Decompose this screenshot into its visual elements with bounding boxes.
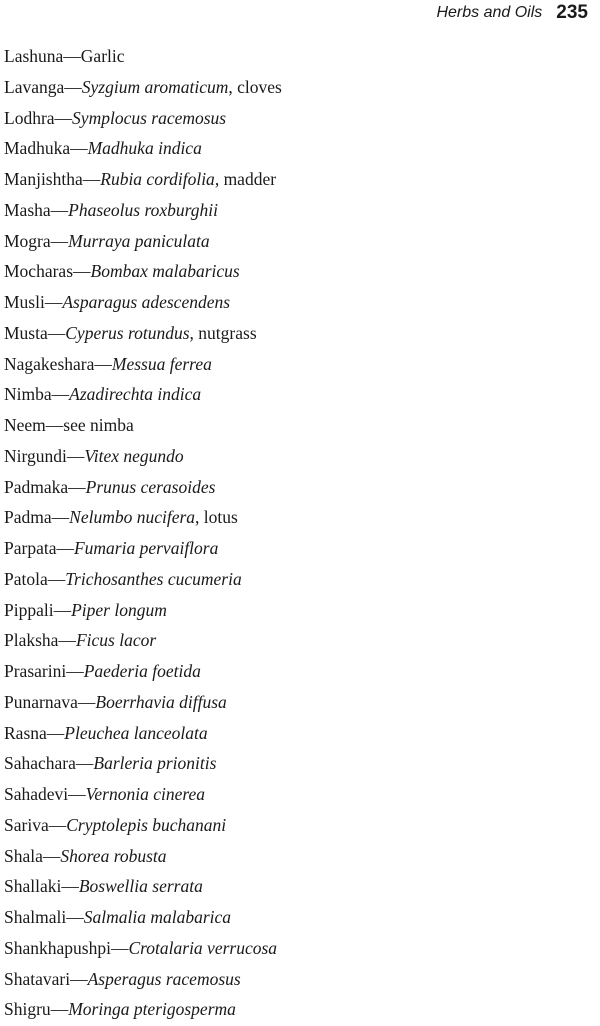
entry-dash: — — [82, 169, 101, 189]
entry-latin-name: Vitex negundo — [84, 445, 184, 466]
glossary-entry — [4, 379, 282, 410]
entry-latin-name: Nelumbo nucifera — [69, 507, 196, 528]
glossary-entry — [4, 502, 282, 533]
entry-latin-name: Shorea robusta — [60, 845, 167, 866]
entry-latin-name: Asperagus racemosus — [87, 968, 241, 989]
glossary-entry — [4, 195, 282, 226]
entry-dash: — — [42, 845, 61, 866]
entry-dash: — — [47, 322, 66, 343]
entry-common-name: Garlic — [80, 46, 125, 66]
running-header — [436, 0, 588, 26]
entry-term: Prasarini — [4, 661, 67, 681]
entry-dash: — — [46, 722, 65, 743]
entry-term: Shigru — [4, 999, 51, 1020]
entry-term: Nimba — [4, 384, 52, 405]
entry-term: Plaksha — [4, 630, 59, 651]
glossary-entry — [4, 964, 282, 995]
entry-latin-name: Syzgium aromaticum — [81, 76, 229, 97]
entry-dash: — — [75, 753, 94, 774]
glossary-entry — [4, 349, 282, 380]
glossary-entry — [4, 564, 282, 595]
entry-dash: — — [50, 999, 69, 1020]
entry-dash: — — [58, 630, 76, 651]
entry-dash: — — [56, 538, 74, 558]
entry-term: Musta — [4, 322, 48, 343]
entry-common-name: madder — [223, 169, 277, 189]
entry-dash: — — [94, 353, 112, 374]
glossary-entry — [4, 841, 282, 872]
entry-dash: — — [68, 784, 86, 804]
entry-term: Madhuka — [4, 138, 71, 159]
running-title: Herbs and Oils — [436, 4, 543, 21]
entry-latin-name: Fumaria pervaiflora — [73, 538, 219, 558]
entry-term: Manjishtha — [4, 169, 83, 189]
entry-common-name: lotus — [203, 507, 238, 528]
entry-dash: — — [45, 415, 64, 435]
glossary-entry — [4, 472, 282, 503]
entry-latin-name: Prunus cerasoides — [85, 476, 216, 497]
entry-dash: — — [64, 76, 82, 97]
glossary-entry — [4, 41, 282, 72]
entry-common-name: cloves — [237, 76, 282, 97]
entry-latin-name: Symplocus racemosus — [72, 107, 227, 128]
entry-latin-name: Messua ferrea — [111, 353, 212, 374]
glossary-entry — [4, 410, 282, 441]
page-number: 235 — [556, 2, 588, 23]
entry-dash: — — [44, 292, 63, 312]
entry-term: Sahachara — [4, 753, 76, 774]
entry-latin-name: Boerrhavia diffusa — [95, 691, 227, 712]
entry-latin-name: Cryptolepis buchanani — [66, 814, 227, 835]
glossary-entry — [4, 533, 282, 564]
glossary-entry — [4, 748, 282, 779]
entry-common-name: nutgrass — [198, 322, 257, 343]
entry-separator: , — [195, 507, 204, 528]
entry-term: Shallaki — [4, 876, 62, 897]
entry-latin-name: Pleuchea lanceolata — [64, 722, 208, 743]
entry-latin-name: Rubia cordifolia — [100, 169, 215, 189]
entry-term: Musli — [4, 292, 45, 312]
entry-term: Nirgundi — [4, 445, 67, 466]
entry-latin-name: Cyperus rotundus — [65, 322, 190, 343]
glossary-entry — [4, 779, 282, 810]
entry-term: Lavanga — [4, 76, 65, 97]
entry-dash: — — [77, 691, 96, 712]
glossary-entry — [4, 164, 282, 195]
glossary-entry — [4, 718, 282, 749]
entry-term: Sahadevi — [4, 784, 69, 804]
entry-term: Mocharas — [4, 261, 74, 282]
entry-dash: — — [51, 507, 70, 528]
entry-latin-name: Asparagus adescendens — [62, 292, 231, 312]
entry-dash: — — [53, 599, 72, 620]
glossary-entry — [4, 625, 282, 656]
glossary-entry — [4, 595, 282, 626]
entry-latin-name: Piper longum — [71, 599, 167, 620]
entry-latin-name: Salmalia malabarica — [83, 907, 232, 927]
entry-term: Punarnava — [4, 691, 78, 712]
entry-dash: — — [50, 199, 69, 220]
entry-dash: — — [51, 384, 70, 405]
glossary-entry — [4, 810, 282, 841]
entry-separator: , — [214, 169, 224, 189]
entry-dash: — — [54, 107, 73, 128]
entry-term: Mogra — [4, 230, 51, 251]
entry-term: Padma — [4, 507, 52, 528]
entry-dash: — — [110, 937, 129, 958]
glossary-entry — [4, 133, 282, 164]
glossary-entry — [4, 72, 282, 103]
entry-latin-name: Crotalaria verrucosa — [128, 937, 278, 958]
entry-term: Shankhapushpi — [4, 937, 111, 958]
entry-dash: — — [63, 46, 81, 66]
entry-term: Rasna — [4, 722, 47, 743]
entry-dash: — — [70, 968, 88, 989]
glossary-entry — [4, 287, 282, 318]
entry-dash: — — [61, 876, 79, 897]
entry-dash: — — [66, 661, 84, 681]
glossary-entry — [4, 103, 282, 134]
entry-latin-name: Murraya paniculata — [68, 230, 210, 251]
entry-term: Masha — [4, 199, 51, 220]
entry-latin-name: Phaseolus roxburghii — [68, 199, 219, 220]
entry-term: Patola — [4, 568, 48, 589]
entry-dash: — — [68, 476, 86, 497]
entry-term: Sariva — [4, 814, 49, 835]
entry-term: Shatavari — [4, 968, 71, 989]
entry-latin-name: Vernonia cinerea — [85, 784, 206, 804]
entry-latin-name: Paederia foetida — [83, 661, 201, 681]
glossary-entry — [4, 256, 282, 287]
entry-separator: , — [228, 76, 238, 97]
entry-term: Padmaka — [4, 476, 69, 497]
entry-term: Pippali — [4, 599, 54, 620]
entry-dash: — — [73, 261, 91, 282]
entry-common-name: see nimba — [63, 415, 134, 435]
glossary-entry — [4, 871, 282, 902]
entry-term: Lodhra — [4, 107, 55, 128]
entry-dash: — — [50, 230, 69, 251]
entry-latin-name: Boswellia serrata — [78, 876, 203, 897]
entry-dash: — — [47, 568, 66, 589]
glossary-entry — [4, 902, 282, 933]
entry-dash: — — [66, 907, 84, 927]
glossary-entry — [4, 318, 282, 349]
glossary-entry — [4, 933, 282, 964]
entry-latin-name: Bombax malabaricus — [90, 261, 240, 282]
glossary-list — [4, 41, 282, 1025]
entry-latin-name: Azadirechta indica — [69, 384, 202, 405]
entry-latin-name: Madhuka indica — [87, 138, 202, 159]
entry-latin-name: Moringa pterigosperma — [68, 999, 236, 1020]
glossary-entry — [4, 687, 282, 718]
glossary-entry — [4, 656, 282, 687]
entry-latin-name: Ficus lacor — [75, 630, 157, 651]
entry-dash: — — [70, 138, 88, 159]
entry-term: Nagakeshara — [4, 353, 95, 374]
entry-term: Lashuna — [4, 46, 64, 66]
entry-dash: — — [66, 445, 85, 466]
glossary-entry — [4, 226, 282, 257]
entry-dash: — — [48, 814, 67, 835]
entry-latin-name: Barleria prionitis — [93, 753, 217, 774]
glossary-entry — [4, 441, 282, 472]
entry-term: Shalmali — [4, 907, 67, 927]
entry-separator: , — [189, 322, 199, 343]
entry-term: Neem — [4, 415, 46, 435]
glossary-entry — [4, 994, 282, 1025]
entry-term: Shala — [4, 845, 43, 866]
entry-latin-name: Trichosanthes cucumeria — [65, 568, 242, 589]
entry-term: Parpata — [4, 538, 57, 558]
